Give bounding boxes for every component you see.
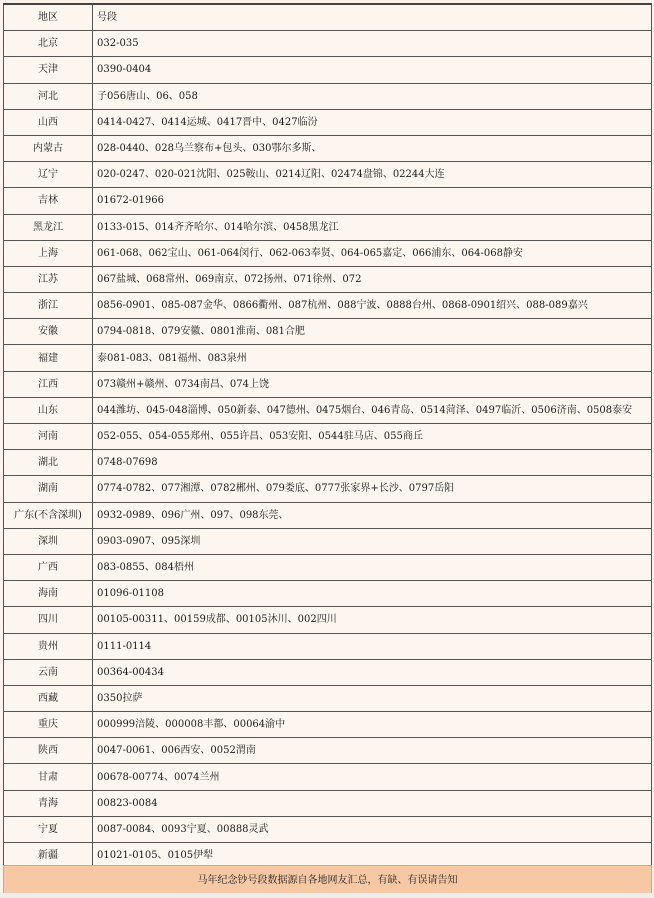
region-cell: 北京 — [4, 31, 93, 57]
table-row — [4, 450, 652, 476]
segment-cell: 067盐城、068常州、069南京、072扬州、071徐州、072 — [93, 266, 652, 292]
region-cell: 广西 — [4, 554, 93, 580]
segment-cell: 00364-00434 — [93, 659, 652, 685]
region-cell: 内蒙古 — [4, 135, 93, 161]
table-row — [4, 764, 652, 790]
segment-cell: 0856-0901、085-087金华、0866衢州、087杭州、088宁波、0888台州、0868-0901绍兴、088-089嘉兴 — [93, 293, 652, 319]
table-row — [4, 738, 652, 764]
segment-cell: 01096-01108 — [93, 581, 652, 607]
segment-cell: 00823-0084 — [93, 790, 652, 816]
segment-cell: 0748-07698 — [93, 450, 652, 476]
region-cell: 深圳 — [4, 528, 93, 554]
segment-table-container — [3, 3, 652, 869]
table-row — [4, 633, 652, 659]
segment-cell: 00678-00774、0074兰州 — [93, 764, 652, 790]
table-row — [4, 685, 652, 711]
region-cell: 西藏 — [4, 685, 93, 711]
table-row — [4, 424, 652, 450]
region-cell: 辽宁 — [4, 162, 93, 188]
segment-cell: 0794-0818、079安徽、0801淮南、081合肥 — [93, 319, 652, 345]
table-row — [4, 528, 652, 554]
segment-table — [3, 3, 652, 869]
segment-cell: 052-055、054-055郑州、055许昌、053安阳、0544驻马店、055商丘 — [93, 424, 652, 450]
segment-cell: 0774-0782、077湘潭、0782郴州、079娄底、0777张家界+长沙、0797岳阳 — [93, 476, 652, 502]
region-cell: 浙江 — [4, 293, 93, 319]
segment-cell: 0932-0989、096广州、097、098东莞、 — [93, 502, 652, 528]
table-row — [4, 371, 652, 397]
table-row — [4, 712, 652, 738]
table-row — [4, 214, 652, 240]
segment-cell: 032-035 — [93, 31, 652, 57]
segment-cell: 028-0440、028乌兰察布+包头、030鄂尔多斯、 — [93, 135, 652, 161]
table-row — [4, 57, 652, 83]
segment-cell: 044潍坊、045-048淄博、050新泰、047德州、0475烟台、046青岛、0514菏泽、0497临沂、0506济南、0508泰安 — [93, 397, 652, 423]
table-row — [4, 476, 652, 502]
segment-cell: 073赣州+赣州、0734南昌、074上饶 — [93, 371, 652, 397]
region-cell: 河南 — [4, 424, 93, 450]
table-row — [4, 135, 652, 161]
table-row — [4, 162, 652, 188]
segment-cell: 0133-015、014齐齐哈尔、014哈尔滨、0458黑龙江 — [93, 214, 652, 240]
table-row — [4, 240, 652, 266]
table-row — [4, 554, 652, 580]
segment-cell: 020-0247、020-021沈阳、025鞍山、0214辽阳、02474盘锦、02244大连 — [93, 162, 652, 188]
region-cell: 甘肃 — [4, 764, 93, 790]
segment-cell: 01672-01966 — [93, 188, 652, 214]
table-row — [4, 188, 652, 214]
region-cell: 贵州 — [4, 633, 93, 659]
segment-cell: 0414-0427、0414运城、0417晋中、0427临汾 — [93, 109, 652, 135]
table-row — [4, 397, 652, 423]
region-cell: 山东 — [4, 397, 93, 423]
table-row — [4, 293, 652, 319]
table-row — [4, 581, 652, 607]
table-row — [4, 345, 652, 371]
table-row — [4, 816, 652, 842]
table-row — [4, 502, 652, 528]
segment-cell: 083-0855、084梧州 — [93, 554, 652, 580]
segment-cell: 000999涪陵、000008丰都、00064渝中 — [93, 712, 652, 738]
region-cell: 青海 — [4, 790, 93, 816]
region-cell: 广东(不含深圳) — [4, 502, 93, 528]
table-row — [4, 790, 652, 816]
table-row — [4, 607, 652, 633]
segment-cell: 0047-0061、006西安、0052渭南 — [93, 738, 652, 764]
segment-cell: 00105-00311、00159成都、00105沐川、002四川 — [93, 607, 652, 633]
region-cell: 江西 — [4, 371, 93, 397]
region-cell: 重庆 — [4, 712, 93, 738]
region-cell: 陕西 — [4, 738, 93, 764]
region-cell: 新疆 — [4, 843, 93, 869]
table-header-row — [4, 4, 652, 31]
region-cell: 湖南 — [4, 476, 93, 502]
segment-cell: 子056唐山、06、058 — [93, 83, 652, 109]
region-cell: 安徽 — [4, 319, 93, 345]
region-cell: 上海 — [4, 240, 93, 266]
bottom-strip — [0, 893, 654, 898]
region-cell: 江苏 — [4, 266, 93, 292]
footer-note: 马年纪念钞号段数据源自各地网友汇总，有缺、有误请告知 — [3, 865, 652, 895]
region-cell: 山西 — [4, 109, 93, 135]
region-cell: 天津 — [4, 57, 93, 83]
region-cell: 河北 — [4, 83, 93, 109]
region-cell: 海南 — [4, 581, 93, 607]
table-row — [4, 266, 652, 292]
header-segment: 号段 — [93, 4, 652, 31]
segment-cell: 0087-0084、0093宁夏、00888灵武 — [93, 816, 652, 842]
region-cell: 福建 — [4, 345, 93, 371]
segment-cell: 泰081-083、081福州、083泉州 — [93, 345, 652, 371]
table-row — [4, 109, 652, 135]
segment-cell: 0903-0907、095深圳 — [93, 528, 652, 554]
table-row — [4, 659, 652, 685]
table-row — [4, 319, 652, 345]
segment-cell: 061-068、062宝山、061-064闵行、062-063奉贤、064-065嘉定、066浦东、064-068静安 — [93, 240, 652, 266]
region-cell: 黑龙江 — [4, 214, 93, 240]
region-cell: 宁夏 — [4, 816, 93, 842]
segment-cell: 0390-0404 — [93, 57, 652, 83]
region-cell: 云南 — [4, 659, 93, 685]
segment-table-body — [4, 4, 652, 869]
header-region: 地区 — [4, 4, 93, 31]
table-row — [4, 31, 652, 57]
segment-cell: 01021-0105、0105伊犁 — [93, 843, 652, 869]
segment-cell: 0350拉萨 — [93, 685, 652, 711]
region-cell: 四川 — [4, 607, 93, 633]
segment-cell: 0111-0114 — [93, 633, 652, 659]
region-cell: 吉林 — [4, 188, 93, 214]
table-row — [4, 83, 652, 109]
region-cell: 湖北 — [4, 450, 93, 476]
